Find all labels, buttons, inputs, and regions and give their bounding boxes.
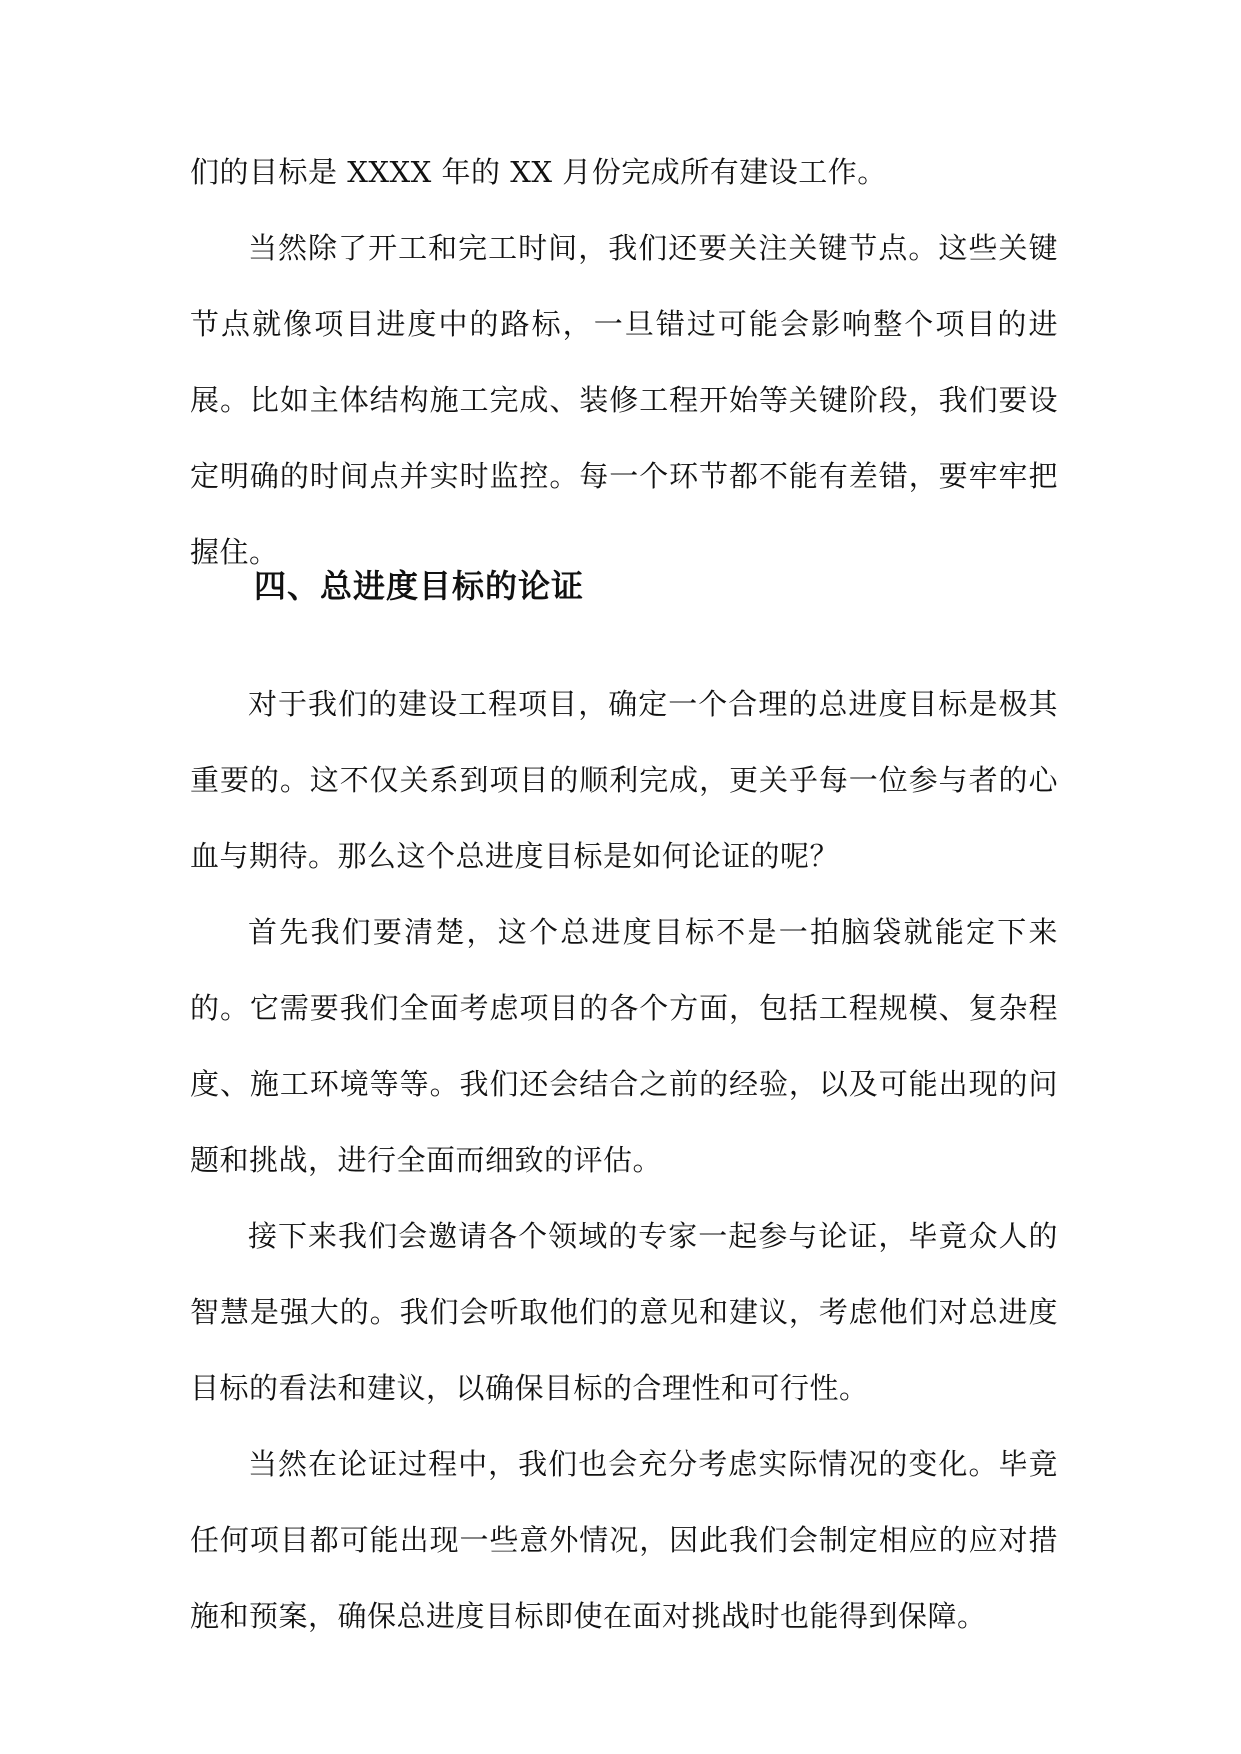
section-heading: 四、总进度目标的论证: [254, 567, 585, 605]
section-paragraph-intro: 对于我们的建设工程项目，确定一个合理的总进度目标是极其重要的。这不仅关系到项目的顺利完成，更关乎每一位参与者的心血与期待。那么这个总进度目标是如何论证的呢？: [190, 687, 1058, 873]
section-paragraph-experts: 接下来我们会邀请各个领域的专家一起参与论证，毕竟众人的智慧是强大的。我们会听取他们的意见和建议，考虑他们对总进度目标的看法和建议，以确保目标的合理性和可行性。: [190, 1219, 1058, 1405]
continued-paragraph: 们的目标是 XXXX 年的 XX 月份完成所有建设工作。: [190, 155, 887, 189]
section-paragraph-contingency: 当然在论证过程中，我们也会充分考虑实际情况的变化。毕竟任何项目都可能出现一些意外情况，因此我们会制定相应的应对措施和预案，确保总进度目标即使在面对挑战时也能得到保障。: [190, 1447, 1058, 1633]
key-milestones-paragraph: 当然除了开工和完工时间，我们还要关注关键节点。这些关键节点就像项目进度中的路标，一旦错过可能会影响整个项目的进展。比如主体结构施工完成、装修工程开始等关键阶段，我们要设定明确的时间点并实时监控。每一个环节都不能有差错，要牢牢把握住。: [190, 231, 1058, 569]
section-text-block: [190, 666, 1058, 1654]
top-text-block: [190, 134, 1058, 590]
section-paragraph-assessment: 首先我们要清楚，这个总进度目标不是一拍脑袋就能定下来的。它需要我们全面考虑项目的各个方面，包括工程规模、复杂程度、施工环境等等。我们还会结合之前的经验，以及可能出现的问题和挑战，进行全面而细致的评估。: [190, 915, 1058, 1177]
